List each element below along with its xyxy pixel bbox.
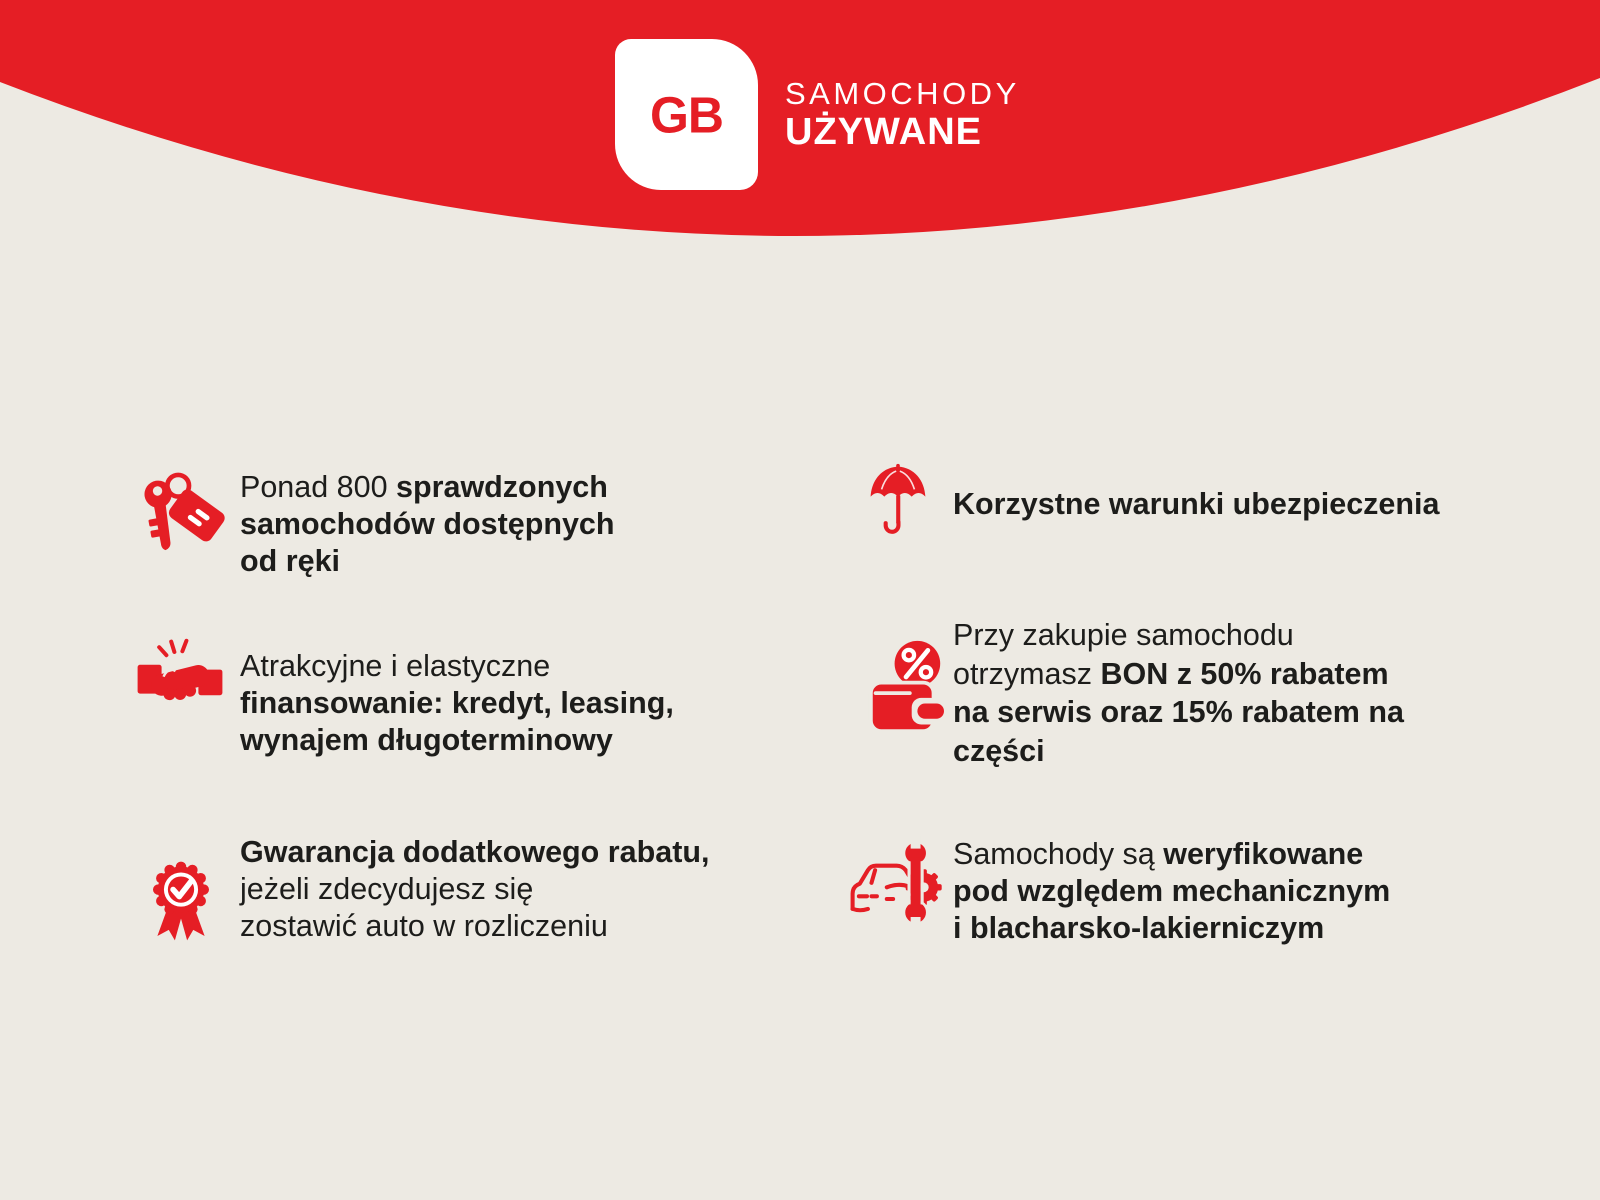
gb-monogram: GB — [650, 85, 723, 144]
benefit-line: i blacharsko-lakierniczym — [953, 911, 1325, 945]
benefit-line: na serwis oraz 15% rabatem na — [953, 695, 1404, 729]
benefit-text — [953, 836, 1390, 947]
benefit-text — [240, 648, 674, 759]
benefit-line: pod względem mechanicznym — [953, 874, 1391, 908]
benefit-line: otrzymasz BON z 50% rabatem — [953, 656, 1389, 691]
benefit-line: zostawić auto w rozliczeniu — [240, 909, 608, 943]
benefit-text — [240, 469, 615, 580]
benefit-line: jeżeli zdecydujesz się — [240, 872, 534, 906]
brand-text — [785, 78, 1020, 152]
car-service-icon — [846, 836, 942, 926]
benefit-line: Przy zakupie samochodu — [953, 618, 1294, 652]
benefit-text — [953, 486, 1439, 523]
umbrella-icon — [866, 462, 930, 535]
benefit-line: Atrakcyjne i elastyczne — [240, 649, 551, 683]
benefit-text — [953, 616, 1404, 770]
benefit-line: wynajem długoterminowy — [240, 723, 613, 757]
brand-logo — [615, 39, 758, 190]
handshake-icon — [136, 636, 224, 716]
medal-check-icon — [146, 850, 216, 944]
brand-line-samochody: SAMOCHODY — [785, 76, 1020, 111]
benefit-line: Ponad 800 sprawdzonych — [240, 470, 608, 504]
benefit-line: Samochody są weryfikowane — [953, 837, 1364, 871]
benefit-text — [240, 834, 709, 945]
car-keys-tag-icon — [134, 466, 228, 560]
benefit-line: Korzystne warunki ubezpieczenia — [953, 487, 1440, 521]
benefit-line: części — [953, 733, 1045, 768]
benefit-line: finansowanie: kredyt, leasing, — [240, 686, 674, 720]
benefit-line: Gwarancja dodatkowego rabatu, — [240, 835, 710, 869]
benefit-line: samochodów dostępnych — [240, 507, 615, 541]
benefit-line: od ręki — [240, 544, 341, 578]
wallet-percent-icon — [868, 638, 944, 733]
brand-line-uzywane: UŻYWANE — [785, 111, 982, 153]
